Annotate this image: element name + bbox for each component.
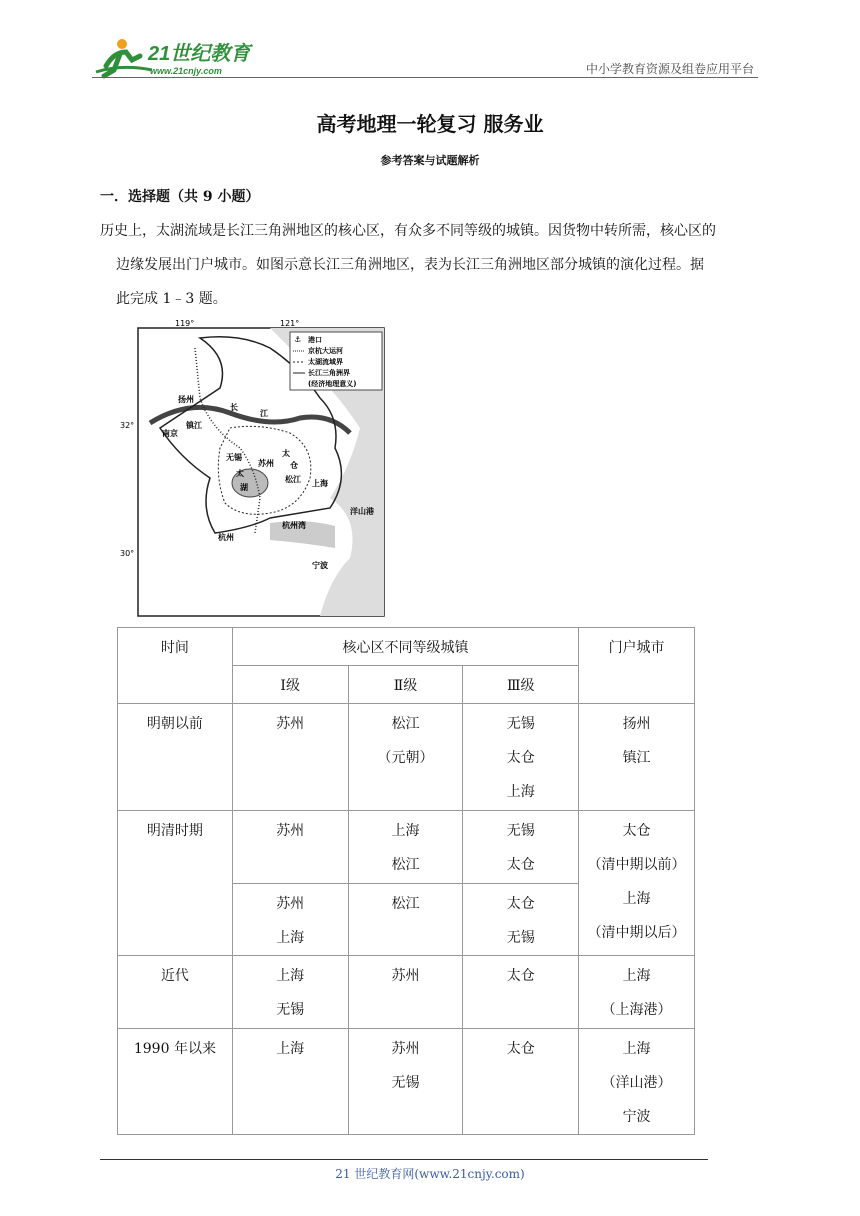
intro-line: 此完成 1﹣3 题。 (116, 291, 227, 307)
map-legend (290, 332, 382, 390)
time-cell: 近代 (118, 956, 233, 1029)
site-logo (92, 36, 262, 80)
platform-name: 中小学教育资源及组卷应用平台 (585, 62, 754, 76)
gate-cell: 扬州 镇江 (579, 704, 695, 811)
place-label: 宁波 (312, 561, 328, 570)
place-label: 仓 (290, 461, 298, 470)
lon-label: 121° (280, 319, 300, 328)
section-heading: 一．选择题（共 9 小题） (100, 189, 260, 205)
legend-item: 京杭大运河 (308, 347, 343, 355)
intro-line: 边缘发展出门户城市。如图示意长江三角洲地区，表为长江三角洲地区部分城镇的演化过程。据 (116, 257, 704, 273)
level2-cell: 苏州 无锡 (348, 1029, 463, 1135)
table-row (118, 956, 695, 1029)
level1-cell: 上海 (232, 1029, 348, 1135)
table-row (118, 811, 695, 884)
header-level-1: Ⅰ级 (232, 666, 348, 704)
page-title: 高考地理一轮复习 服务业 (316, 112, 544, 136)
header-level-3: Ⅲ级 (463, 666, 579, 704)
level3-cell: 无锡 太仓 上海 (463, 704, 579, 811)
footer-divider (100, 1159, 708, 1160)
gate-cell: 上海 （洋山港） 宁波 (579, 1029, 695, 1135)
lat-label: 30° (120, 549, 135, 558)
level1-cell: 苏州 (232, 811, 348, 884)
header-divider (92, 77, 758, 78)
level1-cell: 上海 无锡 (232, 956, 348, 1029)
legend-item: 太湖流域界 (308, 358, 343, 366)
header-level-2: Ⅱ级 (348, 666, 463, 704)
place-label: 无锡 (226, 453, 242, 462)
logo-text: 21世纪教育 (148, 43, 251, 65)
level2-cell: 松江 (348, 884, 463, 956)
level3-cell: 太仓 (463, 956, 579, 1029)
footer-link[interactable]: 21 世纪教育网(www.21cnjy.com) (335, 1167, 525, 1181)
intro-line: 历史上，太湖流域是长江三角洲地区的核心区，有众多不同等级的城镇。因货物中转所需，核心区的 (100, 223, 716, 239)
place-label: 洋山港 (350, 507, 374, 516)
legend-item: 长江三角洲界 (308, 369, 350, 377)
place-label: 上海 (312, 479, 328, 488)
page-subtitle: 参考答案与试题解析 (380, 154, 480, 167)
place-label: 苏州 (258, 459, 274, 468)
table-row (118, 1029, 695, 1135)
legend-item: 港口 (308, 336, 322, 344)
level3-cell: 太仓 无锡 (463, 884, 579, 956)
place-label: 杭州 (218, 533, 234, 542)
lat-label: 32° (120, 421, 135, 430)
lon-label: 119° (175, 319, 195, 328)
time-cell: 明朝以前 (118, 704, 233, 811)
level2-cell: 苏州 (348, 956, 463, 1029)
level3-cell: 太仓 (463, 1029, 579, 1135)
level2-cell: 松江 （元朝） (348, 704, 463, 811)
place-label: 太 (282, 449, 290, 458)
question-intro (100, 214, 762, 316)
time-cell: 明清时期 (118, 811, 233, 956)
yangtze-delta-map (120, 318, 388, 618)
place-label: 镇江 (186, 421, 202, 430)
level1-cell: 苏州 (232, 704, 348, 811)
level1-cell: 苏州 上海 (232, 884, 348, 956)
table-row (118, 704, 695, 811)
place-label: 太 (236, 469, 244, 478)
gate-cell: 上海 （上海港） (579, 956, 695, 1029)
place-label: 南京 (162, 429, 178, 438)
time-cell: 1990 年以来 (118, 1029, 233, 1135)
header-gate: 门户城市 (579, 628, 695, 704)
header-time: 时间 (118, 628, 233, 704)
place-label: 长 (230, 403, 238, 412)
place-label: 松江 (285, 475, 301, 484)
anchor-icon: ⚓ (294, 335, 302, 344)
place-label: 扬州 (178, 395, 194, 404)
legend-item: (经济地理意义) (308, 380, 357, 388)
place-label: 江 (260, 409, 268, 418)
level3-cell: 无锡 太仓 (463, 811, 579, 884)
town-evolution-table (117, 627, 695, 1135)
header-core: 核心区不同等级城镇 (232, 628, 578, 666)
place-label: 湖 (240, 483, 248, 492)
level2-cell: 上海 松江 (348, 811, 463, 884)
runner-icon (96, 39, 152, 76)
logo-url: www.21cnjy.com (150, 66, 222, 76)
place-label: 杭州湾 (282, 521, 306, 530)
gate-cell: 太仓 （清中期以前） 上海 （清中期以后） (579, 811, 695, 956)
